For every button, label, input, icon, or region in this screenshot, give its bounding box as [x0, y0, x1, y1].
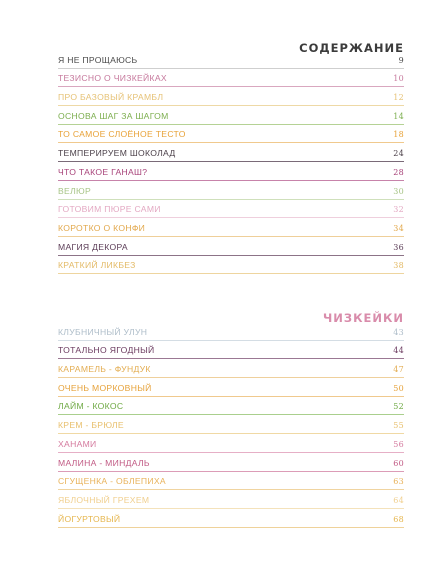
- toc-entry-page: 56: [393, 439, 404, 449]
- toc-entry[interactable]: [58, 200, 404, 219]
- toc-entry-label: МАГИЯ ДЕКОРА: [58, 241, 128, 252]
- toc-entry-label: ЯБЛОЧНЫЙ ГРЕХЕМ: [58, 494, 150, 505]
- toc-entry-label: КАРАМЕЛЬ - ФУНДУК: [58, 364, 151, 375]
- toc-entry[interactable]: [58, 434, 404, 453]
- toc-entry[interactable]: [58, 453, 404, 472]
- toc-entry-label: ПРО БАЗОВЫЙ КРАМБЛ: [58, 92, 164, 103]
- toc-entry-label: МАЛИНА - МИНДАЛЬ: [58, 457, 150, 468]
- toc-entry[interactable]: [58, 322, 404, 341]
- toc-entry-page: 32: [393, 205, 404, 215]
- toc-entry[interactable]: [58, 181, 404, 200]
- toc-entry[interactable]: [58, 143, 404, 162]
- toc-entry-label: ГОТОВИМ ПЮРЕ САМИ: [58, 204, 161, 215]
- toc-entry-page: 44: [393, 346, 404, 356]
- toc-entry[interactable]: [58, 378, 404, 397]
- toc-entry[interactable]: [58, 256, 404, 275]
- toc-entry-page: 52: [393, 402, 404, 412]
- cheesecakes-list: [58, 322, 404, 528]
- toc-entry-label: ТЕЗИСНО О ЧИЗКЕЙКАХ: [58, 73, 167, 84]
- toc-entry[interactable]: [58, 237, 404, 256]
- toc-entry-page: 14: [393, 111, 404, 121]
- toc-entry[interactable]: [58, 509, 404, 528]
- cheesecakes-title: ЧИЗКЕЙКИ: [323, 311, 404, 325]
- toc-entry[interactable]: [58, 106, 404, 125]
- toc-entry-page: 28: [393, 167, 404, 177]
- toc-entry-page: 12: [393, 93, 404, 103]
- toc-entry-label: СГУЩЕНКА - ОБЛЕПИХА: [58, 476, 166, 487]
- toc-entry-page: 47: [393, 365, 404, 375]
- toc-entry-page: 24: [393, 149, 404, 159]
- toc-entry-label: ОЧЕНЬ МОРКОВНЫЙ: [58, 382, 152, 393]
- toc-entry[interactable]: [58, 69, 404, 88]
- toc-entry-label: ТОТАЛЬНО ЯГОДНЫЙ: [58, 345, 155, 356]
- toc-entry-page: 30: [393, 186, 404, 196]
- toc-entry[interactable]: [58, 162, 404, 181]
- toc-entry[interactable]: [58, 472, 404, 491]
- toc-entry-label: ХАНАМИ: [58, 438, 97, 449]
- toc-entry[interactable]: [58, 218, 404, 237]
- toc-entry-label: КРЕМ - БРЮЛЕ: [58, 420, 124, 431]
- contents-title: СОДЕРЖАНИЕ: [299, 41, 404, 55]
- toc-entry-label: ЙОГУРТОВЫЙ: [58, 513, 121, 524]
- toc-entry[interactable]: [58, 50, 404, 69]
- toc-entry-page: 34: [393, 223, 404, 233]
- toc-entry-page: 64: [393, 495, 404, 505]
- toc-entry[interactable]: [58, 87, 404, 106]
- toc-entry-page: 50: [393, 383, 404, 393]
- toc-entry-page: 9: [398, 55, 404, 65]
- toc-entry-page: 36: [393, 242, 404, 252]
- toc-entry-page: 63: [393, 477, 404, 487]
- toc-entry-label: ВЕЛЮР: [58, 185, 92, 196]
- contents-list: [58, 50, 404, 274]
- toc-entry[interactable]: [58, 341, 404, 360]
- toc-entry-page: 43: [393, 327, 404, 337]
- toc-entry-label: ТЕМПЕРИРУЕМ ШОКОЛАД: [58, 148, 176, 159]
- toc-entry-page: 10: [393, 74, 404, 84]
- toc-entry-label: КРАТКИЙ ЛИКБЕЗ: [58, 260, 136, 271]
- toc-entry[interactable]: [58, 125, 404, 144]
- toc-entry-label: КОРОТКО О КОНФИ: [58, 222, 146, 233]
- toc-entry-page: 60: [393, 458, 404, 468]
- toc-entry-page: 55: [393, 421, 404, 431]
- toc-entry[interactable]: [58, 490, 404, 509]
- toc-entry-label: ОСНОВА ШАГ ЗА ШАГОМ: [58, 110, 169, 121]
- toc-entry-label: ЛАЙМ - КОКОС: [58, 401, 124, 412]
- toc-entry-label: ЧТО ТАКОЕ ГАНАШ?: [58, 166, 148, 177]
- toc-entry-page: 18: [393, 130, 404, 140]
- toc-entry[interactable]: [58, 415, 404, 434]
- toc-entry-page: 68: [393, 514, 404, 524]
- toc-entry-page: 38: [393, 261, 404, 271]
- toc-entry-label: Я НЕ ПРОЩАЮСЬ: [58, 54, 138, 65]
- toc-entry-label: ТО САМОЕ СЛОЁНОЕ ТЕСТО: [58, 129, 186, 140]
- toc-entry-label: КЛУБНИЧНЫЙ УЛУН: [58, 326, 148, 337]
- toc-entry[interactable]: [58, 359, 404, 378]
- toc-entry[interactable]: [58, 397, 404, 416]
